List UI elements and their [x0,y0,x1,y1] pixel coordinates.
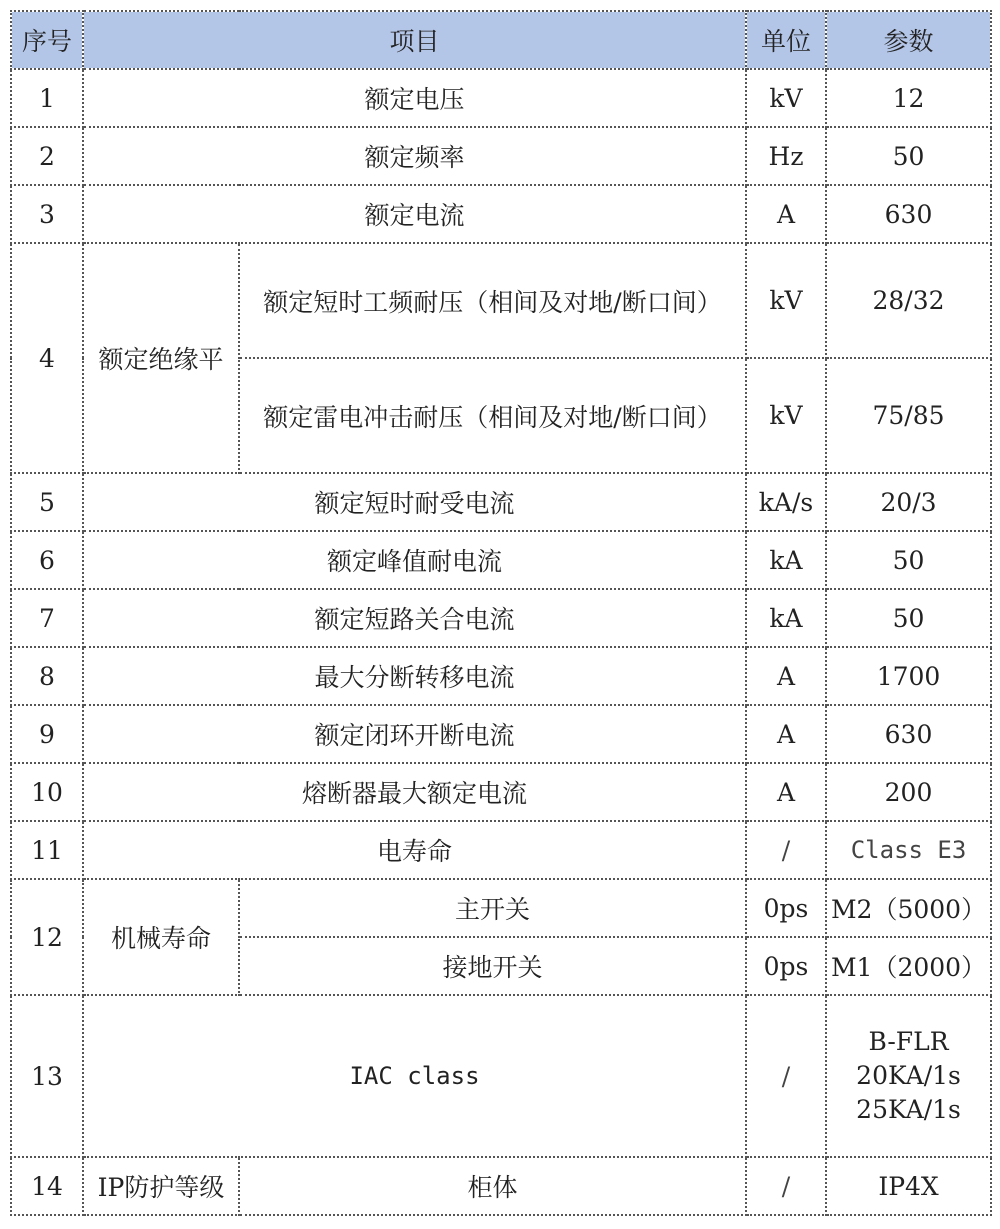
row-item: 额定电压 [83,69,746,127]
row-param: 50 [826,589,991,647]
row-unit: kA [746,531,826,589]
row-seq: 5 [11,473,83,531]
row-unit: Hz [746,127,826,185]
row-unit: A [746,705,826,763]
row-param: 1700 [826,647,991,705]
row-unit: kA/s [746,473,826,531]
row-seq: 7 [11,589,83,647]
table-row [11,185,991,243]
param-line: 20KA/1s [856,1061,961,1090]
table-row [11,995,991,1157]
row-group: 机械寿命 [83,879,239,995]
row-unit: / [746,1157,826,1215]
table-row [11,879,991,937]
table-header-row [11,11,991,69]
row-unit: A [746,185,826,243]
row-item: 电寿命 [83,821,746,879]
table-row [11,589,991,647]
row-unit: kV [746,358,826,473]
header-unit: 单位 [746,11,826,69]
row-item: 额定峰值耐电流 [83,531,746,589]
row-param: IP4X [826,1157,991,1215]
row-seq: 14 [11,1157,83,1215]
row-param-multiline [826,995,991,1157]
row-seq: 3 [11,185,83,243]
row-item: 额定短路关合电流 [83,589,746,647]
row-unit: / [746,821,826,879]
row-item: 额定闭环开断电流 [83,705,746,763]
parameter-table [10,10,992,1216]
row-seq: 11 [11,821,83,879]
row-seq: 12 [11,879,83,995]
row-unit: / [746,995,826,1157]
row-unit: kA [746,589,826,647]
table-row [11,531,991,589]
table-row [11,821,991,879]
row-param: 28/32 [826,243,991,358]
param-line: 25KA/1s [856,1095,961,1124]
row-seq: 4 [11,243,83,473]
row-subitem: 额定短时工频耐压（相间及对地/断口间） [239,243,746,358]
row-unit: A [746,647,826,705]
row-seq: 1 [11,69,83,127]
row-subitem: 接地开关 [239,937,746,995]
row-item: 熔断器最大额定电流 [83,763,746,821]
header-seq: 序号 [11,11,83,69]
row-seq: 6 [11,531,83,589]
row-unit: A [746,763,826,821]
row-unit: 0ps [746,937,826,995]
table-row [11,473,991,531]
row-seq: 2 [11,127,83,185]
row-param: 12 [826,69,991,127]
row-param: 630 [826,185,991,243]
row-param: M2（5000） [826,879,991,937]
row-subitem: 额定雷电冲击耐压（相间及对地/断口间） [239,358,746,473]
row-group: IP防护等级 [83,1157,239,1215]
row-param: 200 [826,763,991,821]
table-row [11,1157,991,1215]
row-param: 20/3 [826,473,991,531]
table-row [11,243,991,358]
row-item: 额定频率 [83,127,746,185]
header-item: 项目 [83,11,746,69]
row-param: 50 [826,127,991,185]
row-item: 额定电流 [83,185,746,243]
row-param: M1（2000） [826,937,991,995]
row-seq: 10 [11,763,83,821]
param-line: B-FLR [868,1027,949,1056]
row-seq: 9 [11,705,83,763]
row-unit: kV [746,69,826,127]
table-row [11,647,991,705]
row-param: 75/85 [826,358,991,473]
table-row [11,763,991,821]
row-seq: 13 [11,995,83,1157]
table-row [11,705,991,763]
row-param: Class E3 [826,821,991,879]
row-subitem: 柜体 [239,1157,746,1215]
table-row [11,69,991,127]
row-param: 50 [826,531,991,589]
row-seq: 8 [11,647,83,705]
row-item: IAC class [83,995,746,1157]
header-param: 参数 [826,11,991,69]
row-param: 630 [826,705,991,763]
row-item: 最大分断转移电流 [83,647,746,705]
row-unit: kV [746,243,826,358]
row-subitem: 主开关 [239,879,746,937]
row-group: 额定绝缘平 [83,243,239,473]
row-unit: 0ps [746,879,826,937]
row-item: 额定短时耐受电流 [83,473,746,531]
table-row [11,127,991,185]
